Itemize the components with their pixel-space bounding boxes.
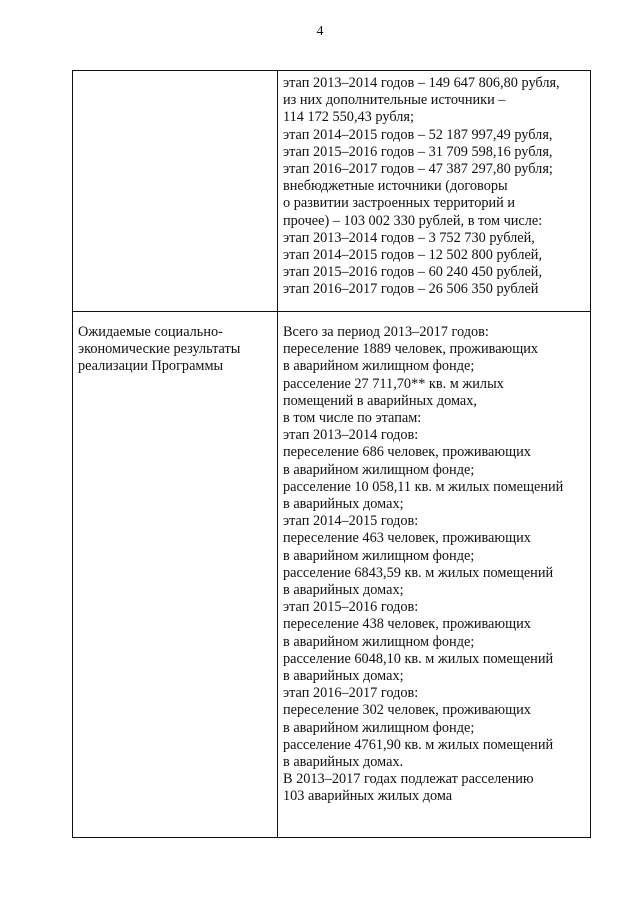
table-row-expected-results bbox=[73, 312, 591, 838]
result-line: в аварийных домах. bbox=[283, 754, 404, 771]
result-line: в том числе по этапам: bbox=[283, 410, 422, 427]
program-passport-table bbox=[72, 70, 591, 838]
expected-results-label bbox=[78, 324, 273, 376]
result-line: этап 2014–2015 годов: bbox=[283, 513, 419, 530]
result-line: расселение 6048,10 кв. м жилых помещений bbox=[283, 650, 554, 667]
funding-line: 114 172 550,43 рубля; bbox=[283, 109, 414, 126]
result-line: в аварийном жилищном фонде; bbox=[283, 719, 475, 736]
label-line: Ожидаемые социально- bbox=[78, 324, 223, 340]
table-cell-funding-details bbox=[278, 71, 591, 312]
funding-line: этап 2013–2014 годов – 3 752 730 рублей, bbox=[283, 229, 535, 246]
result-line: этап 2016–2017 годов: bbox=[283, 685, 419, 702]
table-cell-label-expected-results bbox=[73, 312, 278, 838]
table-cell-expected-results-details bbox=[278, 312, 591, 838]
result-line: переселение 463 человек, проживающих bbox=[283, 530, 531, 547]
result-line: Всего за период 2013–2017 годов: bbox=[283, 324, 489, 340]
result-line: в аварийном жилищном фонде; bbox=[283, 461, 475, 478]
table-cell-label-empty bbox=[73, 71, 278, 312]
result-line: этап 2013–2014 годов: bbox=[283, 427, 419, 444]
funding-line: этап 2014–2015 годов – 52 187 997,49 рубля, bbox=[283, 126, 553, 143]
result-line: в аварийном жилищном фонде; bbox=[283, 547, 475, 564]
result-line: в аварийных домах; bbox=[283, 496, 404, 513]
funding-line: о развитии застроенных территорий и bbox=[283, 195, 516, 212]
funding-line: этап 2013–2014 годов – 149 647 806,80 рубля, bbox=[283, 75, 560, 91]
funding-line: прочее) – 103 002 330 рублей, в том числе: bbox=[283, 212, 543, 229]
funding-line: из них дополнительные источники – bbox=[283, 92, 506, 109]
result-line: помещений в аварийных домах, bbox=[283, 392, 477, 409]
funding-line: этап 2015–2016 годов – 60 240 450 рублей, bbox=[283, 264, 543, 281]
funding-line: этап 2015–2016 годов – 31 709 598,16 рубля, bbox=[283, 143, 553, 160]
result-line: этап 2015–2016 годов: bbox=[283, 599, 419, 616]
result-line: В 2013–2017 годах подлежат расселению bbox=[283, 771, 534, 788]
result-line: расселение 27 711,70** кв. м жилых bbox=[283, 375, 504, 392]
result-line: в аварийном жилищном фонде; bbox=[283, 633, 475, 650]
result-line: расселение 4761,90 кв. м жилых помещений bbox=[283, 736, 554, 753]
table-row-funding bbox=[73, 71, 591, 312]
funding-lines bbox=[283, 75, 586, 299]
label-line: реализации Программы bbox=[78, 358, 224, 375]
page-number: 4 bbox=[316, 24, 324, 39]
result-line: переселение 438 человек, проживающих bbox=[283, 616, 531, 633]
result-line: в аварийных домах; bbox=[283, 668, 404, 685]
expected-results-lines bbox=[283, 324, 586, 806]
label-line: экономические результаты bbox=[78, 341, 241, 358]
funding-line: внебюджетные источники (договоры bbox=[283, 178, 508, 195]
result-line: в аварийных домах; bbox=[283, 582, 404, 599]
funding-line: этап 2016–2017 годов – 47 387 297,80 рубля; bbox=[283, 161, 553, 178]
funding-line: этап 2014–2015 годов – 12 502 800 рублей, bbox=[283, 247, 543, 264]
result-line: 103 аварийных жилых дома bbox=[283, 788, 453, 805]
result-line: в аварийном жилищном фонде; bbox=[283, 358, 475, 375]
result-line: расселение 6843,59 кв. м жилых помещений bbox=[283, 564, 554, 581]
result-line: расселение 10 058,11 кв. м жилых помещений bbox=[283, 478, 564, 495]
result-line: переселение 302 человек, проживающих bbox=[283, 702, 531, 719]
funding-line: этап 2016–2017 годов – 26 506 350 рублей bbox=[283, 281, 539, 298]
result-line: переселение 1889 человек, проживающих bbox=[283, 341, 539, 358]
result-line: переселение 686 человек, проживающих bbox=[283, 444, 531, 461]
